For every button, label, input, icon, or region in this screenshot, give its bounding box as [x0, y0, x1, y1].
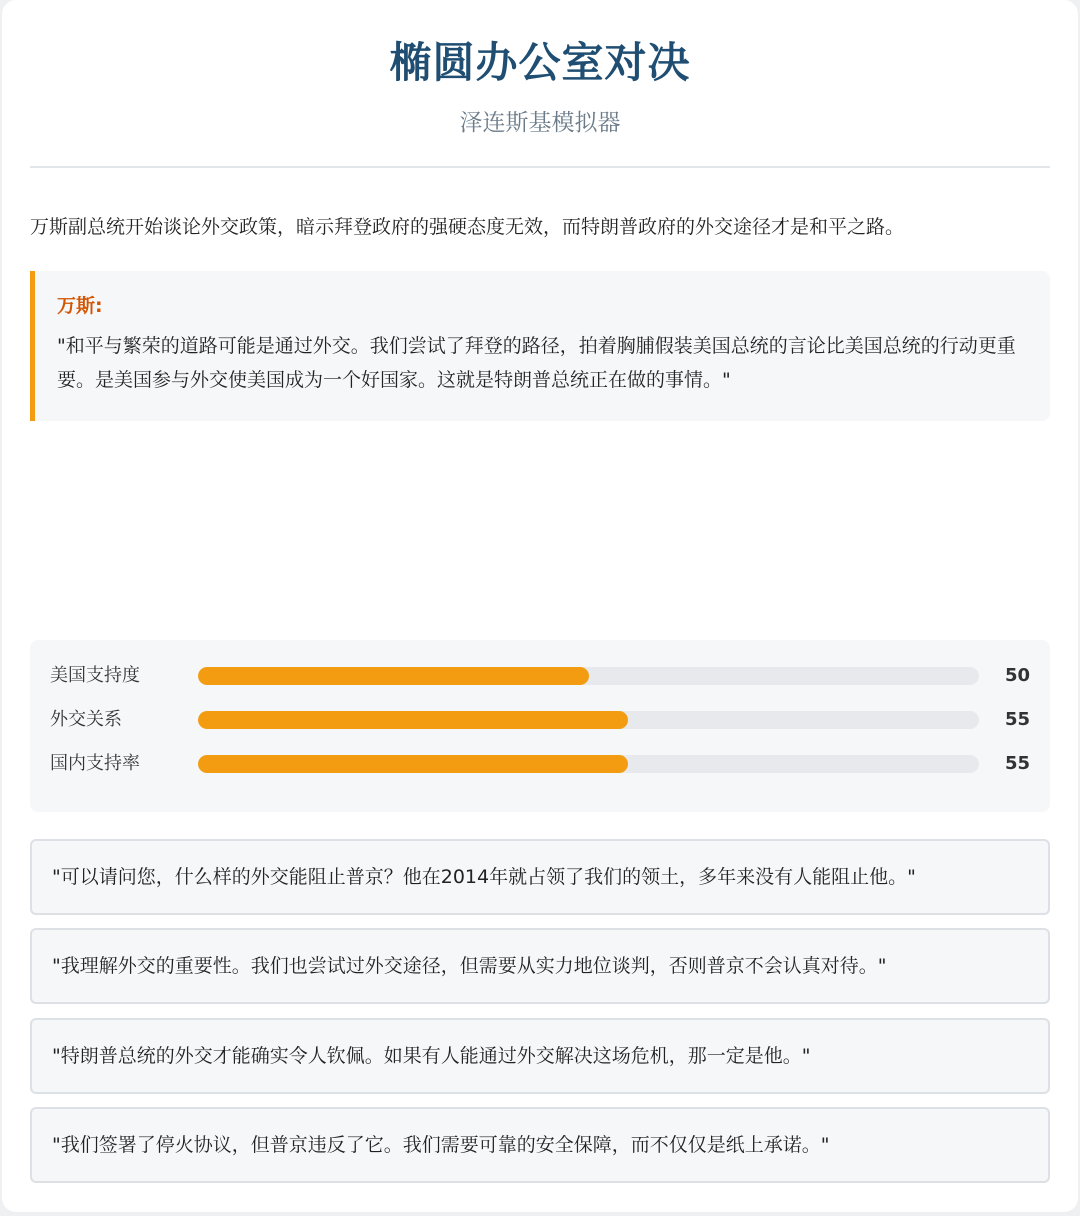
choice-button-2[interactable]: "我理解外交的重要性。我们也尝试过外交途径，但需要从实力地位谈判，否则普京不会认真对待。"	[30, 928, 1050, 1004]
game-subtitle: 泽连斯基模拟器	[459, 110, 621, 136]
stat-bar-fill	[198, 755, 628, 773]
stats-panel	[30, 640, 1050, 812]
dialogue-text: "和平与繁荣的道路可能是通过外交。我们尝试了拜登的路径，拍着胸脯假装美国总统的言论比美国总统的行动更重要。是美国参与外交使美国成为一个好国家。这就是特朗普总统正在做的事情。"	[57, 335, 1016, 391]
narration-text: 万斯副总统开始谈论外交政策，暗示拜登政府的强硬态度无效，而特朗普政府的外交途径才是和平之路。	[30, 216, 905, 238]
game-card	[2, 0, 1078, 1212]
stat-label: 外交关系	[50, 709, 122, 730]
stat-row-domestic-approval	[50, 752, 1030, 776]
choice-button-4[interactable]: "我们签署了停火协议，但普京违反了它。我们需要可靠的安全保障，而不仅仅是纸上承诺。"	[30, 1107, 1050, 1183]
stat-bar-fill	[198, 711, 628, 729]
dialogue-box	[30, 271, 1050, 421]
stat-bar-fill	[198, 667, 589, 685]
stat-bar-track	[198, 755, 979, 773]
stat-label: 美国支持度	[50, 665, 140, 686]
stat-row-diplomacy	[50, 708, 1030, 732]
header-divider	[30, 166, 1050, 168]
choice-button-3[interactable]: "特朗普总统的外交才能确实令人钦佩。如果有人能通过外交解决这场危机，那一定是他。"	[30, 1018, 1050, 1094]
speaker-name: 万斯:	[57, 295, 103, 317]
choice-button-1[interactable]: "可以请问您，什么样的外交能阻止普京？他在2014年就占领了我们的领土，多年来没有人能阻止他。"	[30, 839, 1050, 915]
stat-value: 55	[1004, 709, 1030, 730]
stat-value: 55	[1004, 753, 1030, 774]
stat-value: 50	[1004, 665, 1030, 686]
stat-row-us-support	[50, 664, 1030, 688]
stat-bar-track	[198, 667, 979, 685]
stat-label: 国内支持率	[50, 753, 140, 774]
game-title: 椭圆办公室对决	[389, 38, 691, 87]
stat-bar-track	[198, 711, 979, 729]
